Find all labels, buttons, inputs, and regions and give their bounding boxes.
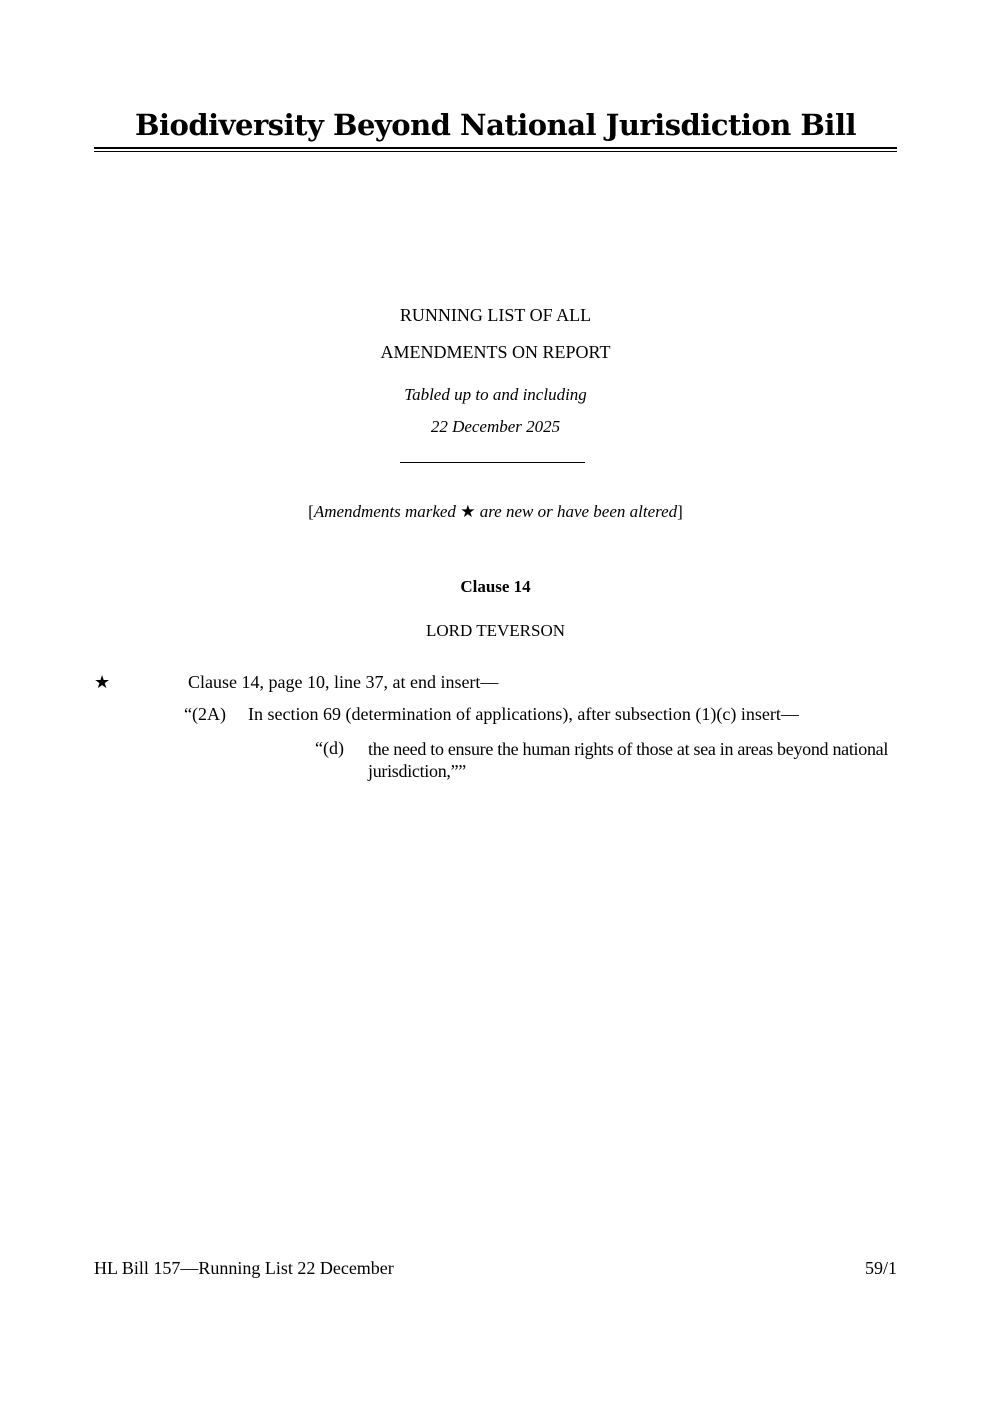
star-icon: ★ [460, 502, 476, 521]
paragraph-number: “(d) [315, 738, 344, 758]
document-title: Biodiversity Beyond National Jurisdiction Bill [135, 108, 856, 142]
footer-bill-reference: HL Bill 157—Running List 22 December [94, 1258, 394, 1278]
subsection-number: “(2A) [184, 704, 226, 724]
note-text-before: Amendments marked [313, 502, 456, 521]
heading-line-1: RUNNING LIST OF ALL [399, 305, 592, 325]
note-text-after: are new or have been altered [479, 502, 678, 521]
section-rule [400, 462, 585, 463]
heading-line-2: AMENDMENTS ON REPORT [380, 342, 611, 362]
title-rule-thin [94, 151, 897, 152]
amendment-note [0, 502, 991, 522]
footer-page-number: 59/1 [864, 1258, 897, 1278]
bracket-open: [ [308, 502, 314, 521]
subsection-text: In section 69 (determination of applications), after subsection (1)(c) insert— [248, 704, 799, 724]
paragraph-text: the need to ensure the human rights of those at sea in areas beyond national jurisdiction,”” [368, 739, 889, 781]
bracket-close: ] [677, 502, 683, 521]
tabled-line-2: 22 December 2025 [430, 417, 561, 436]
tabled-line-1: Tabled up to and including [404, 385, 587, 404]
new-amendment-star-icon: ★ [94, 672, 111, 692]
title-rule-thick [94, 147, 897, 149]
member-name: LORD TEVERSON [426, 621, 565, 640]
clause-heading: Clause 14 [460, 577, 531, 596]
amendment-instruction: Clause 14, page 10, line 37, at end insert— [188, 672, 499, 692]
